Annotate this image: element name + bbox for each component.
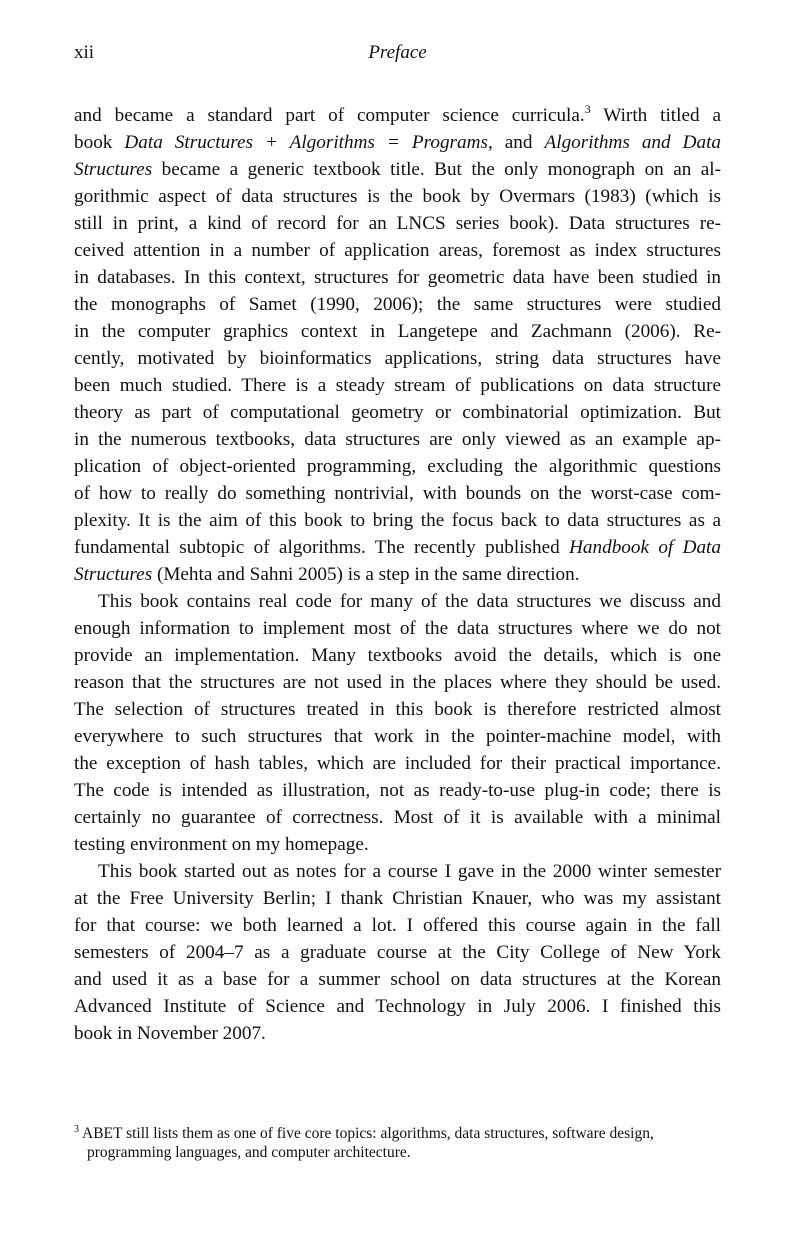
text-line [74, 750, 721, 777]
footnote-marker: 3 [74, 1124, 79, 1135]
footnote [74, 1124, 714, 1162]
text-segment: plexity. It is the aim of this book to bring the focus back to data structures as a [74, 510, 721, 531]
text-line [74, 696, 721, 723]
text-segment: testing environment on my homepage. [74, 834, 369, 855]
text-line [74, 453, 721, 480]
text-segment: semesters of 2004–7 as a graduate course at the City College of New York [74, 942, 721, 963]
italic-title: Structures [74, 159, 153, 180]
text-line [74, 615, 721, 642]
text-segment: The selection of structures treated in this book is therefore restricted almost [74, 699, 721, 720]
text-segment: everywhere to such structures that work in the pointer-machine model, with [74, 726, 721, 747]
text-segment: the monographs of Samet (1990, 2006); the same structures were studied [74, 294, 721, 315]
text-line [74, 264, 721, 291]
text-segment: This book contains real code for many of the data structures we discuss and [98, 591, 721, 612]
text-line [74, 156, 721, 183]
text-line [74, 534, 721, 561]
text-line [74, 399, 721, 426]
text-line [74, 561, 721, 588]
text-segment: of how to really do something nontrivial, with bounds on the worst-case com- [74, 483, 721, 504]
text-line [74, 858, 721, 885]
text-line [74, 669, 721, 696]
text-segment: the exception of hash tables, which are included for their practical importance. [74, 753, 721, 774]
text-line [74, 1020, 721, 1047]
text-line [74, 345, 721, 372]
italic-title: Handbook of Data [569, 537, 721, 558]
text-segment: at the Free University Berlin; I thank Christian Knauer, who was my assistant [74, 888, 721, 909]
text-segment: gorithmic aspect of data structures is the book by Overmars (1983) (which is [74, 186, 721, 207]
text-line [74, 291, 721, 318]
text-segment: became a generic textbook title. But the only monograph on an al- [152, 159, 721, 180]
text-segment: still in print, a kind of record for an LNCS series book). Data structures re- [74, 213, 721, 234]
text-line [74, 777, 721, 804]
text-segment: for that course: we both learned a lot. I offered this course again in the fall [74, 915, 721, 936]
text-segment: reason that the structures are not used in the places where they should be used. [74, 672, 721, 693]
running-title: Preface [368, 42, 427, 63]
text-line [74, 912, 721, 939]
text-line [74, 102, 721, 129]
text-segment: Advanced Institute of Science and Technology in July 2006. I finished this [74, 996, 721, 1017]
text-line [74, 939, 721, 966]
text-segment: in the numerous textbooks, data structures are only viewed as an example ap- [74, 429, 721, 450]
text-segment: cently, motivated by bioinformatics applications, string data structures have [74, 348, 721, 369]
text-segment: book in November 2007. [74, 1023, 266, 1044]
page-number: xii [74, 42, 95, 63]
text-line [74, 210, 721, 237]
text-segment: This book started out as notes for a course I gave in the 2000 winter semester [98, 861, 721, 882]
text-segment: book [74, 132, 125, 153]
italic-title: Structures [74, 564, 153, 585]
footnote-line-2: programming languages, and computer architecture. [87, 1144, 411, 1161]
footnote-reference: 3 [584, 102, 591, 116]
text-segment: enough information to implement most of the data structures where we do not [74, 618, 721, 639]
text-line [74, 507, 721, 534]
text-segment: in the computer graphics context in Langetepe and Zachmann (2006). Re- [74, 321, 721, 342]
text-line [74, 885, 721, 912]
text-line [74, 129, 721, 156]
text-line [74, 372, 721, 399]
text-segment: ceived attention in a number of application areas, foremost as index structures [74, 240, 721, 261]
text-line [74, 480, 721, 507]
text-segment: certainly no guarantee of correctness. Most of it is available with a minimal [74, 807, 721, 828]
text-segment: (Mehta and Sahni 2005) is a step in the same direction. [152, 564, 580, 585]
text-segment: Wirth titled a [590, 105, 721, 126]
text-line [74, 723, 721, 750]
italic-title: Data Structures + Algorithms = Programs [124, 132, 488, 153]
text-segment: fundamental subtopic of algorithms. The recently published [74, 537, 570, 558]
text-segment: and used it as a base for a summer school on data structures at the Korean [74, 969, 721, 990]
footnote-line-1 [74, 1124, 714, 1143]
text-segment: theory as part of computational geometry or combinatorial optimization. But [74, 402, 721, 423]
body-text [74, 102, 721, 1047]
text-line [74, 642, 721, 669]
text-line [74, 426, 721, 453]
text-line [74, 183, 721, 210]
text-line [74, 831, 721, 858]
text-segment: provide an implementation. Many textbooks avoid the details, which is one [74, 645, 721, 666]
text-line [74, 237, 721, 264]
text-segment: in databases. In this context, structures for geometric data have been studied in [74, 267, 721, 288]
text-segment: , and [487, 132, 545, 153]
text-segment: and became a standard part of computer science curricula. [74, 105, 585, 126]
text-segment: been much studied. There is a steady stream of publications on data structure [74, 375, 721, 396]
text-line [74, 804, 721, 831]
footnote-text-1: ABET still lists them as one of five core topics: algorithms, data structures, software design, [79, 1125, 654, 1142]
italic-title: Algorithms and Data [544, 132, 722, 153]
text-line [74, 966, 721, 993]
text-line [74, 993, 721, 1020]
text-line [74, 318, 721, 345]
text-line [74, 588, 721, 615]
text-segment: plication of object-oriented programming, excluding the algorithmic questions [74, 456, 721, 477]
text-segment: The code is intended as illustration, not as ready-to-use plug-in code; there is [74, 780, 721, 801]
